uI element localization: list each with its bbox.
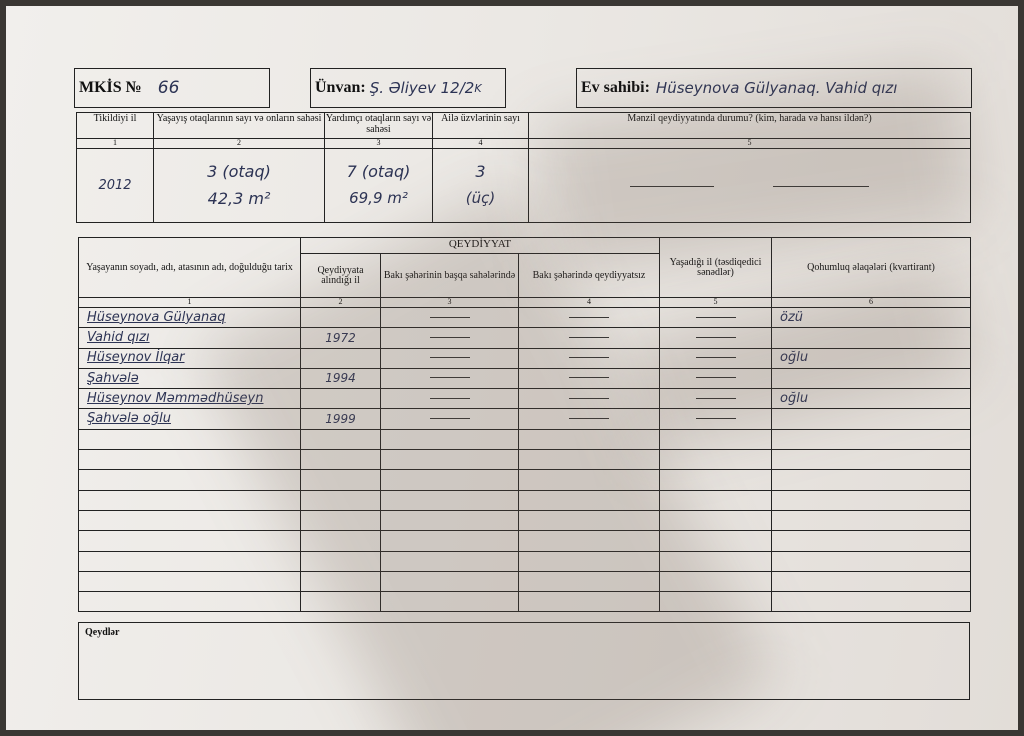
address-superscript: K [474, 81, 482, 95]
dash-mark [569, 317, 609, 318]
notes-box [78, 622, 970, 700]
mkis-value: 66 [157, 78, 180, 98]
dash-cell [660, 308, 772, 328]
dash-cell [660, 368, 772, 388]
table-row [79, 450, 971, 470]
empty-cell [301, 470, 381, 490]
empty-cell [519, 429, 660, 449]
resident-name: Şahvələ oğlu [79, 409, 301, 429]
empty-cell [381, 551, 519, 571]
dash-mark [696, 377, 736, 378]
header-unregistered: Bakı şəhərində qeydiyyatsız [519, 254, 660, 298]
empty-cell [519, 551, 660, 571]
table-row [79, 409, 971, 429]
living-rooms-cell [154, 149, 325, 223]
resident-name: Vahid qızı [79, 328, 301, 348]
registration-card [6, 6, 1018, 730]
dash-cell [381, 308, 519, 328]
address-label: Ünvan: [315, 79, 366, 96]
resident-name: Hüseynova Gülyanaq [79, 308, 301, 328]
header-registration-year: Qeydiyyata alındığı il [301, 254, 381, 298]
dash-mark [696, 357, 736, 358]
header-aux-rooms: Yardımçı otaqların sayı və sahəsi [325, 113, 433, 139]
dash-cell [381, 328, 519, 348]
dash-cell [660, 389, 772, 409]
header-registration-status: Mənzil qeydiyyatında durumu? (kim, harada və hansı ildən?) [529, 113, 971, 139]
relation [772, 409, 971, 429]
empty-cell [660, 429, 772, 449]
registration-year: 1972 [301, 328, 381, 348]
dash-mark [696, 418, 736, 419]
empty-cell [79, 429, 301, 449]
table-row [79, 328, 971, 348]
resident-name: Hüseynov Məmmədhüseyn [79, 389, 301, 409]
living-rooms-value: 3 (otaq) [207, 161, 271, 181]
building-table [76, 112, 971, 223]
table-row [79, 470, 971, 490]
header-years-lived: Yaşadığı il (təsdiqedici sənədlər) [660, 238, 772, 298]
empty-cell [772, 571, 971, 591]
table-row [79, 571, 971, 591]
empty-cell [79, 450, 301, 470]
empty-cell [301, 490, 381, 510]
table-row [79, 531, 971, 551]
registration-year [301, 389, 381, 409]
empty-cell [79, 470, 301, 490]
empty-cell [772, 592, 971, 612]
column-number: 2 [154, 139, 325, 149]
empty-cell [660, 450, 772, 470]
owner-label: Ev sahibi: [581, 79, 650, 96]
empty-cell [660, 571, 772, 591]
blank-line [630, 186, 714, 187]
empty-cell [381, 450, 519, 470]
empty-cell [79, 510, 301, 530]
resident-name: Hüseynov İlqar [79, 348, 301, 368]
column-number: 5 [660, 298, 772, 308]
aux-area-value: 69,9 m² [349, 189, 408, 208]
residents-table [78, 237, 971, 612]
column-number: 1 [79, 298, 301, 308]
empty-cell [660, 490, 772, 510]
dash-mark [696, 337, 736, 338]
empty-cell [301, 429, 381, 449]
column-number: 4 [519, 298, 660, 308]
relation: oğlu [772, 348, 971, 368]
relation: özü [772, 308, 971, 328]
header-family-count: Ailə üzvlərinin sayı [433, 113, 529, 139]
empty-cell [772, 551, 971, 571]
family-count-words: (üç) [465, 189, 496, 208]
dash-cell [660, 348, 772, 368]
column-number: 1 [77, 139, 154, 149]
table-row [79, 368, 971, 388]
family-count-cell [433, 149, 529, 223]
empty-cell [381, 510, 519, 530]
dash-mark [696, 398, 736, 399]
notes-label: Qeydlər [85, 627, 120, 638]
column-number: 3 [381, 298, 519, 308]
table-row [79, 348, 971, 368]
mkis-label: MKİS № [79, 79, 142, 96]
table-row [79, 510, 971, 530]
dash-mark [569, 337, 609, 338]
dash-mark [430, 337, 470, 338]
empty-cell [301, 592, 381, 612]
empty-cell [772, 531, 971, 551]
empty-cell [519, 592, 660, 612]
column-number: 2 [301, 298, 381, 308]
header-resident-name: Yaşayanın soyadı, adı, atasının adı, doğulduğu tarix [79, 238, 301, 298]
empty-cell [79, 490, 301, 510]
dash-mark [430, 418, 470, 419]
header-build-year: Tikildiyi il [77, 113, 154, 139]
empty-cell [772, 510, 971, 530]
aux-rooms-cell [325, 149, 433, 223]
build-year-value: 2012 [77, 149, 154, 223]
empty-cell [79, 592, 301, 612]
empty-cell [381, 571, 519, 591]
resident-name: Şahvələ [79, 368, 301, 388]
empty-cell [301, 450, 381, 470]
empty-cell [660, 531, 772, 551]
aux-rooms-value: 7 (otaq) [346, 162, 411, 182]
empty-cell [301, 551, 381, 571]
dash-mark [430, 317, 470, 318]
empty-cell [519, 531, 660, 551]
header-registration-group: QEYDİYYAT [301, 238, 660, 254]
registration-year [301, 348, 381, 368]
table-row [79, 490, 971, 510]
empty-cell [381, 531, 519, 551]
empty-cell [772, 490, 971, 510]
relation [772, 368, 971, 388]
column-number: 6 [772, 298, 971, 308]
dash-cell [519, 348, 660, 368]
column-number: 3 [325, 139, 433, 149]
empty-cell [301, 571, 381, 591]
dash-cell [381, 348, 519, 368]
empty-cell [381, 470, 519, 490]
table-row [79, 551, 971, 571]
dash-cell [381, 368, 519, 388]
family-count-value: 3 [475, 162, 486, 182]
dash-mark [696, 317, 736, 318]
empty-cell [660, 510, 772, 530]
empty-cell [519, 510, 660, 530]
header-living-rooms: Yaşayış otaqlarının sayı və onların sahəsi [154, 113, 325, 139]
empty-cell [519, 571, 660, 591]
owner-value: Hüseynova Gülyanaq. Vahid qızı [655, 79, 898, 97]
relation: oğlu [772, 389, 971, 409]
dash-cell [519, 389, 660, 409]
empty-cell [660, 551, 772, 571]
empty-cell [660, 592, 772, 612]
dash-mark [569, 377, 609, 378]
table-row [79, 389, 971, 409]
dash-cell [381, 409, 519, 429]
dash-cell [660, 328, 772, 348]
living-area-value: 42,3 m² [207, 188, 271, 208]
empty-cell [79, 551, 301, 571]
empty-cell [79, 571, 301, 591]
dash-mark [569, 398, 609, 399]
registration-year: 1994 [301, 368, 381, 388]
owner-box [576, 68, 972, 108]
registration-year [301, 308, 381, 328]
empty-cell [79, 531, 301, 551]
table-row [79, 308, 971, 328]
empty-cell [381, 429, 519, 449]
mkis-box [74, 68, 270, 108]
empty-cell [772, 429, 971, 449]
dash-cell [660, 409, 772, 429]
empty-cell [519, 470, 660, 490]
column-number: 5 [529, 139, 971, 149]
blank-line [773, 186, 869, 187]
empty-cell [772, 470, 971, 490]
header-other-areas: Bakı şəhərinin başqa sahələrində [381, 254, 519, 298]
column-number: 4 [433, 139, 529, 149]
empty-cell [660, 470, 772, 490]
dash-cell [381, 389, 519, 409]
table-row [79, 429, 971, 449]
empty-cell [519, 450, 660, 470]
dash-mark [430, 357, 470, 358]
dash-mark [569, 357, 609, 358]
empty-cell [301, 531, 381, 551]
address-box [310, 68, 506, 108]
empty-cell [772, 450, 971, 470]
dash-cell [519, 368, 660, 388]
empty-cell [301, 510, 381, 530]
dash-cell [519, 308, 660, 328]
registration-year: 1999 [301, 409, 381, 429]
empty-cell [381, 592, 519, 612]
dash-mark [430, 398, 470, 399]
dash-mark [569, 418, 609, 419]
table-row [79, 592, 971, 612]
empty-cell [381, 490, 519, 510]
registration-status-value [529, 149, 971, 223]
empty-cell [519, 490, 660, 510]
dash-mark [430, 377, 470, 378]
address-value: Ş. Əliyev 12/2 [369, 79, 475, 97]
dash-cell [519, 328, 660, 348]
header-relation: Qohumluq əlaqələri (kvartirant) [772, 238, 971, 298]
dash-cell [519, 409, 660, 429]
relation [772, 328, 971, 348]
